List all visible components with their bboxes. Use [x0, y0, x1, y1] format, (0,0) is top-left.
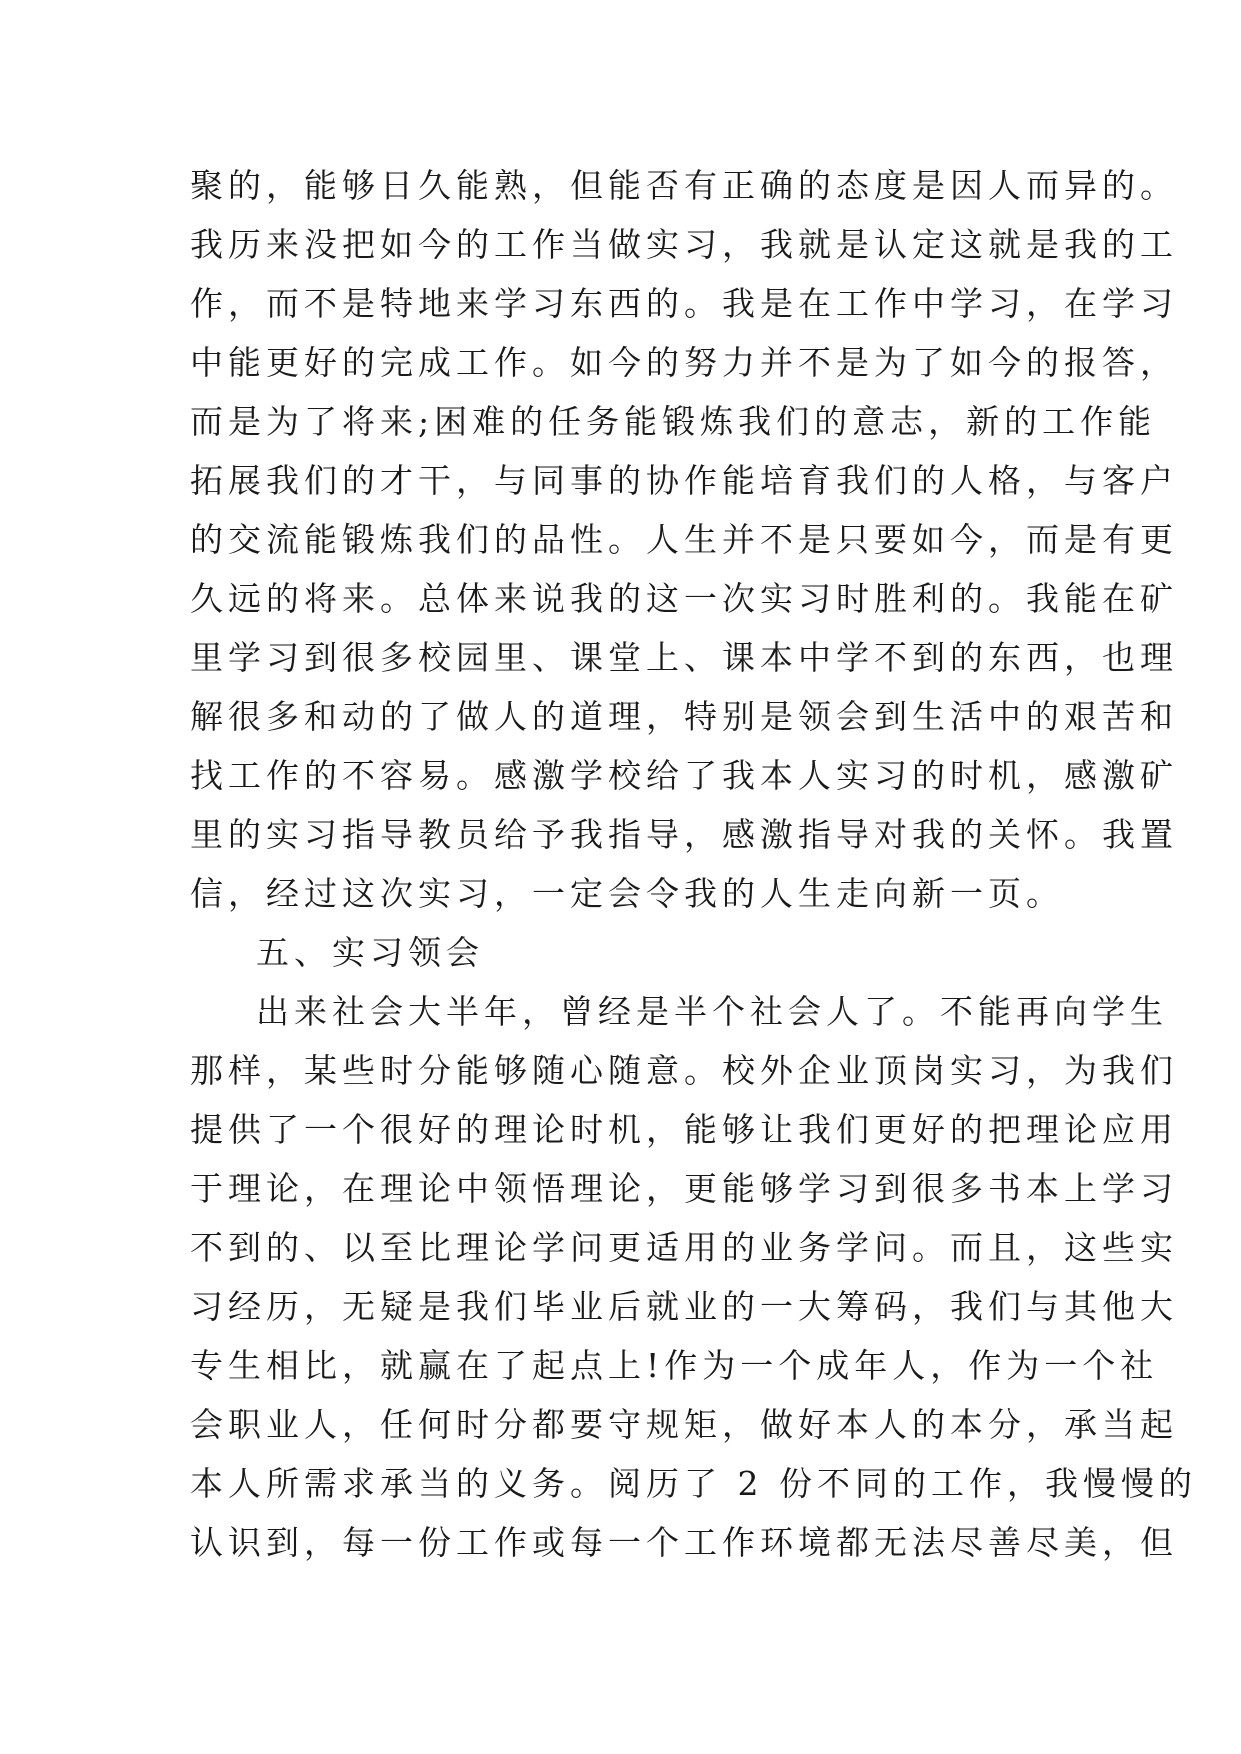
- text-line: 找工作的不容易。感激学校给了我本人实习的时机，感激矿: [190, 756, 1178, 795]
- text-line: 信，经过这次实习，一定会令我的人生走向新一页。: [190, 874, 1064, 913]
- text-line: 提供了一个很好的理论时机，能够让我们更好的把理论应用: [190, 1110, 1178, 1149]
- text-line: 聚的，能够日久能熟，但能否有正确的态度是因人而异的。: [190, 166, 1178, 205]
- text-line: 不到的、以至比理论学问更适用的业务学问。而且，这些实: [190, 1228, 1178, 1267]
- text-line: 而是为了将来;困难的任务能锻炼我们的意志，新的工作能: [190, 402, 1157, 441]
- text-line: 我历来没把如今的工作当做实习，我就是认定这就是我的工: [190, 225, 1178, 264]
- text-line: 拓展我们的才干，与同事的协作能培育我们的人格，与客户: [190, 461, 1178, 500]
- text-line: 里学习到很多校园里、课堂上、课本中学不到的东西，也理: [190, 638, 1178, 677]
- section-heading: 五、实习领会: [256, 933, 484, 972]
- text-line: 中能更好的完成工作。如今的努力并不是为了如今的报答，: [190, 343, 1178, 382]
- text-line: 里的实习指导教员给予我指导，感激指导对我的关怀。我置: [190, 815, 1178, 854]
- text-line: 作，而不是特地来学习东西的。我是在工作中学习，在学习: [190, 284, 1178, 323]
- text-line: 那样，某些时分能够随心随意。校外企业顶岗实习，为我们: [190, 1051, 1178, 1090]
- text-line: 的交流能锻炼我们的品性。人生并不是只要如今，而是有更: [190, 520, 1178, 559]
- document-body: [190, 156, 1197, 1572]
- text-line: 会职业人，任何时分都要守规矩，做好本人的本分，承当起: [190, 1405, 1178, 1444]
- text-line: 久远的将来。总体来说我的这一次实习时胜利的。我能在矿: [190, 579, 1178, 618]
- text-line: 出来社会大半年，曾经是半个社会人了。不能再向学生: [256, 992, 1168, 1031]
- paragraph-1: [190, 156, 1178, 923]
- text-line: 专生相比，就赢在了起点上!作为一个成年人，作为一个社: [190, 1346, 1159, 1385]
- text-line: 本人所需求承当的义务。阅历了 2 份不同的工作，我慢慢的: [190, 1464, 1197, 1503]
- text-line: 习经历，无疑是我们毕业后就业的一大筹码，我们与其他大: [190, 1287, 1178, 1326]
- text-line: 解很多和动的了做人的道理，特别是领会到生活中的艰苦和: [190, 697, 1178, 736]
- text-line: 认识到，每一份工作或每一个工作环境都无法尽善尽美，但: [190, 1523, 1178, 1562]
- paragraph-2: [190, 982, 1197, 1572]
- text-line: 于理论，在理论中领悟理论，更能够学习到很多书本上学习: [190, 1169, 1178, 1208]
